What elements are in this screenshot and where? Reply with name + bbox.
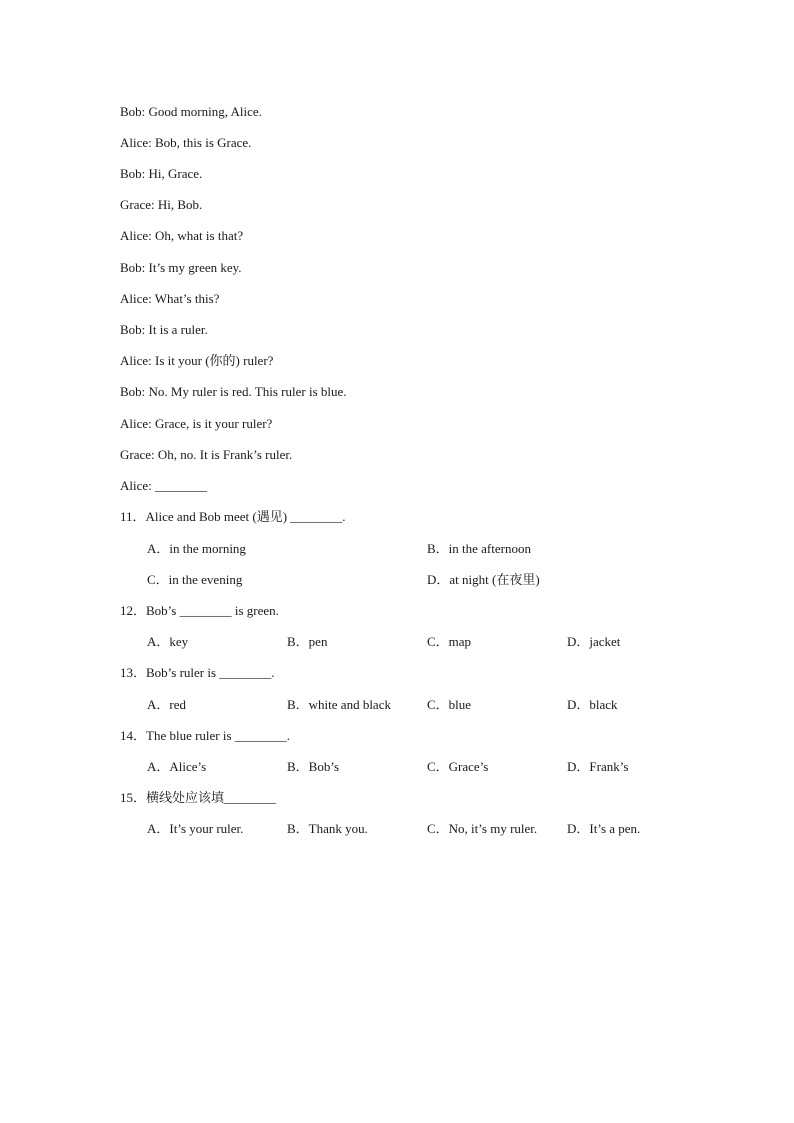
- option-11-d[interactable]: D．at night (在夜里): [427, 572, 540, 587]
- option-15-c[interactable]: C．No, it’s my ruler.: [427, 821, 538, 836]
- option-11-b[interactable]: B．in the afternoon: [427, 541, 531, 556]
- dialogue-line: Bob: Hi, Grace.: [120, 166, 203, 181]
- dialogue-line: Grace: Hi, Bob.: [120, 197, 203, 212]
- option-14-c[interactable]: C．Grace’s: [427, 759, 489, 774]
- dialogue-line: Alice: What’s this?: [120, 291, 220, 306]
- dialogue-line: Bob: It’s my green key.: [120, 260, 242, 275]
- question-stem-12: 12．Bob’s ________ is green.: [120, 603, 279, 618]
- dialogue-line: Alice: Bob, this is Grace.: [120, 135, 252, 150]
- option-15-d[interactable]: D．It’s a pen.: [567, 821, 641, 836]
- dialogue-line: Grace: Oh, no. It is Frank’s ruler.: [120, 447, 293, 462]
- option-12-a[interactable]: A．key: [147, 634, 189, 649]
- question-stem-11: 11．Alice and Bob meet (遇见) ________.: [120, 509, 346, 524]
- dialogue-line: Bob: No. My ruler is red. This ruler is blue.: [120, 384, 347, 399]
- option-14-b[interactable]: B．Bob’s: [287, 759, 340, 774]
- question-stem-15: 15．横线处应该填________: [120, 790, 277, 805]
- dialogue-line: Alice: ________: [120, 478, 208, 493]
- dialogue-line: Bob: Good morning, Alice.: [120, 104, 262, 119]
- option-12-b[interactable]: B．pen: [287, 634, 328, 649]
- option-13-c[interactable]: C．blue: [427, 697, 472, 712]
- option-11-c[interactable]: C．in the evening: [147, 572, 243, 587]
- option-13-b[interactable]: B．white and black: [287, 697, 391, 712]
- option-12-d[interactable]: D．jacket: [567, 634, 621, 649]
- dialogue-line: Bob: It is a ruler.: [120, 322, 208, 337]
- option-13-a[interactable]: A．red: [147, 697, 186, 712]
- dialogue-line: Alice: Oh, what is that?: [120, 228, 244, 243]
- dialogue-line: Alice: Is it your (你的) ruler?: [120, 353, 274, 368]
- dialogue-line: Alice: Grace, is it your ruler?: [120, 416, 273, 431]
- option-11-a[interactable]: A．in the morning: [147, 541, 246, 556]
- option-12-c[interactable]: C．map: [427, 634, 472, 649]
- option-15-a[interactable]: A．It’s your ruler.: [147, 821, 244, 836]
- option-14-d[interactable]: D．Frank’s: [567, 759, 629, 774]
- option-15-b[interactable]: B．Thank you.: [287, 821, 368, 836]
- option-14-a[interactable]: A．Alice’s: [147, 759, 207, 774]
- option-13-d[interactable]: D．black: [567, 697, 618, 712]
- question-stem-14: 14．The blue ruler is ________.: [120, 728, 291, 743]
- question-stem-13: 13．Bob’s ruler is ________.: [120, 665, 275, 680]
